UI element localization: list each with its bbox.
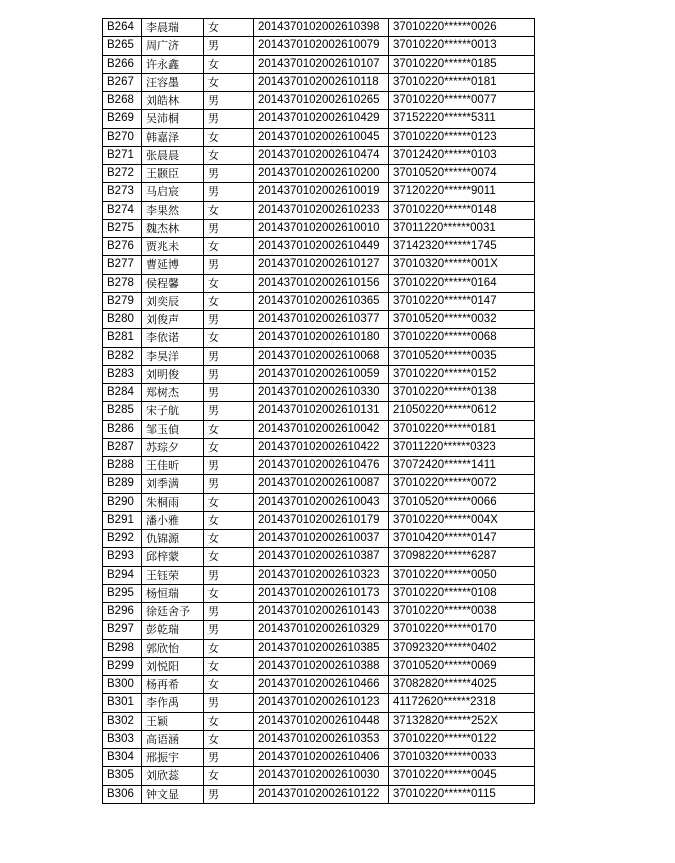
table-row <box>103 165 535 183</box>
gender-cell: 女 <box>204 329 254 347</box>
student-name-cell: 刘明俊 <box>142 365 204 383</box>
table-row <box>103 201 535 219</box>
gender-cell: 女 <box>204 639 254 657</box>
table-row <box>103 511 535 529</box>
gender-cell: 男 <box>204 256 254 274</box>
table-row <box>103 676 535 694</box>
row-id-cell: B289 <box>103 475 142 493</box>
gender-cell: 男 <box>204 621 254 639</box>
id-number-cell: 37010520******0032 <box>389 311 535 329</box>
row-id-cell: B277 <box>103 256 142 274</box>
row-id-cell: B279 <box>103 292 142 310</box>
table-row <box>103 657 535 675</box>
id-number-cell: 21050220******0612 <box>389 402 535 420</box>
exam-number-cell: 2014370102002610330 <box>254 384 389 402</box>
table-row <box>103 311 535 329</box>
exam-number-cell: 2014370102002610466 <box>254 676 389 694</box>
exam-number-cell: 2014370102002610200 <box>254 165 389 183</box>
student-name-cell: 郑树杰 <box>142 384 204 402</box>
table-row <box>103 475 535 493</box>
id-number-cell: 37010220******004X <box>389 511 535 529</box>
row-id-cell: B270 <box>103 128 142 146</box>
gender-cell: 男 <box>204 37 254 55</box>
id-number-cell: 37010520******0074 <box>389 165 535 183</box>
student-name-cell: 邱梓蒙 <box>142 548 204 566</box>
student-name-cell: 曹延博 <box>142 256 204 274</box>
gender-cell: 男 <box>204 402 254 420</box>
table-row <box>103 694 535 712</box>
row-id-cell: B281 <box>103 329 142 347</box>
id-number-cell: 37010220******0026 <box>389 19 535 37</box>
table-row <box>103 110 535 128</box>
gender-cell: 男 <box>204 311 254 329</box>
student-name-cell: 周广济 <box>142 37 204 55</box>
table-row <box>103 712 535 730</box>
row-id-cell: B265 <box>103 37 142 55</box>
row-id-cell: B298 <box>103 639 142 657</box>
roster-body <box>103 19 535 804</box>
gender-cell: 女 <box>204 712 254 730</box>
gender-cell: 女 <box>204 73 254 91</box>
row-id-cell: B282 <box>103 347 142 365</box>
id-number-cell: 37011220******0031 <box>389 219 535 237</box>
student-roster-table <box>102 18 535 804</box>
id-number-cell: 37010220******0077 <box>389 92 535 110</box>
row-id-cell: B292 <box>103 530 142 548</box>
student-name-cell: 侯程馨 <box>142 274 204 292</box>
row-id-cell: B264 <box>103 19 142 37</box>
gender-cell: 女 <box>204 55 254 73</box>
row-id-cell: B280 <box>103 311 142 329</box>
id-number-cell: 37010520******0069 <box>389 657 535 675</box>
student-name-cell: 许永鑫 <box>142 55 204 73</box>
gender-cell: 女 <box>204 511 254 529</box>
row-id-cell: B299 <box>103 657 142 675</box>
gender-cell: 女 <box>204 420 254 438</box>
gender-cell: 女 <box>204 730 254 748</box>
gender-cell: 女 <box>204 676 254 694</box>
gender-cell: 男 <box>204 110 254 128</box>
student-name-cell: 马启宸 <box>142 183 204 201</box>
student-name-cell: 潘小雅 <box>142 511 204 529</box>
gender-cell: 男 <box>204 365 254 383</box>
student-name-cell: 高语涵 <box>142 730 204 748</box>
exam-number-cell: 2014370102002610179 <box>254 511 389 529</box>
gender-cell: 男 <box>204 219 254 237</box>
exam-number-cell: 2014370102002610388 <box>254 657 389 675</box>
student-name-cell: 宋子航 <box>142 402 204 420</box>
row-id-cell: B306 <box>103 785 142 803</box>
student-name-cell: 王颖 <box>142 712 204 730</box>
exam-number-cell: 2014370102002610045 <box>254 128 389 146</box>
row-id-cell: B297 <box>103 621 142 639</box>
student-name-cell: 汪容墨 <box>142 73 204 91</box>
exam-number-cell: 2014370102002610323 <box>254 566 389 584</box>
table-row <box>103 767 535 785</box>
exam-number-cell: 2014370102002610143 <box>254 603 389 621</box>
table-row <box>103 402 535 420</box>
id-number-cell: 37010220******0181 <box>389 420 535 438</box>
gender-cell: 女 <box>204 274 254 292</box>
table-row <box>103 621 535 639</box>
table-row <box>103 639 535 657</box>
id-number-cell: 37132820******252X <box>389 712 535 730</box>
id-number-cell: 37010320******001X <box>389 256 535 274</box>
row-id-cell: B293 <box>103 548 142 566</box>
exam-number-cell: 2014370102002610123 <box>254 694 389 712</box>
gender-cell: 女 <box>204 657 254 675</box>
id-number-cell: 37010220******0072 <box>389 475 535 493</box>
id-number-cell: 37010520******0035 <box>389 347 535 365</box>
table-row <box>103 603 535 621</box>
row-id-cell: B278 <box>103 274 142 292</box>
exam-number-cell: 2014370102002610122 <box>254 785 389 803</box>
exam-number-cell: 2014370102002610043 <box>254 493 389 511</box>
student-name-cell: 苏琮夕 <box>142 438 204 456</box>
table-row <box>103 238 535 256</box>
table-row <box>103 749 535 767</box>
student-name-cell: 刘季满 <box>142 475 204 493</box>
gender-cell: 女 <box>204 128 254 146</box>
table-row <box>103 365 535 383</box>
gender-cell: 男 <box>204 785 254 803</box>
gender-cell: 女 <box>204 146 254 164</box>
table-row <box>103 146 535 164</box>
table-row <box>103 292 535 310</box>
table-row <box>103 183 535 201</box>
table-row <box>103 420 535 438</box>
student-name-cell: 徐廷舍予 <box>142 603 204 621</box>
gender-cell: 女 <box>204 530 254 548</box>
row-id-cell: B268 <box>103 92 142 110</box>
gender-cell: 女 <box>204 584 254 602</box>
student-name-cell: 邹玉偵 <box>142 420 204 438</box>
exam-number-cell: 2014370102002610449 <box>254 238 389 256</box>
id-number-cell: 37010220******0045 <box>389 767 535 785</box>
id-number-cell: 37010220******0013 <box>389 37 535 55</box>
student-name-cell: 王佳昕 <box>142 457 204 475</box>
gender-cell: 男 <box>204 694 254 712</box>
row-id-cell: B287 <box>103 438 142 456</box>
exam-number-cell: 2014370102002610474 <box>254 146 389 164</box>
id-number-cell: 37010220******0108 <box>389 584 535 602</box>
student-name-cell: 钟文显 <box>142 785 204 803</box>
id-number-cell: 37082820******4025 <box>389 676 535 694</box>
exam-number-cell: 2014370102002610087 <box>254 475 389 493</box>
exam-number-cell: 2014370102002610019 <box>254 183 389 201</box>
table-row <box>103 530 535 548</box>
id-number-cell: 37010220******0138 <box>389 384 535 402</box>
gender-cell: 女 <box>204 238 254 256</box>
table-row <box>103 347 535 365</box>
table-row <box>103 566 535 584</box>
table-row <box>103 128 535 146</box>
row-id-cell: B288 <box>103 457 142 475</box>
student-name-cell: 吴沛桐 <box>142 110 204 128</box>
row-id-cell: B272 <box>103 165 142 183</box>
id-number-cell: 41172620******2318 <box>389 694 535 712</box>
exam-number-cell: 2014370102002610131 <box>254 402 389 420</box>
gender-cell: 男 <box>204 183 254 201</box>
exam-number-cell: 2014370102002610180 <box>254 329 389 347</box>
row-id-cell: B275 <box>103 219 142 237</box>
gender-cell: 女 <box>204 548 254 566</box>
exam-number-cell: 2014370102002610079 <box>254 37 389 55</box>
gender-cell: 男 <box>204 457 254 475</box>
gender-cell: 男 <box>204 92 254 110</box>
id-number-cell: 37010320******0033 <box>389 749 535 767</box>
id-number-cell: 37010220******0147 <box>389 292 535 310</box>
student-name-cell: 李昊洋 <box>142 347 204 365</box>
table-row <box>103 493 535 511</box>
row-id-cell: B267 <box>103 73 142 91</box>
id-number-cell: 37010220******0185 <box>389 55 535 73</box>
exam-number-cell: 2014370102002610365 <box>254 292 389 310</box>
gender-cell: 男 <box>204 603 254 621</box>
student-name-cell: 李果然 <box>142 201 204 219</box>
table-row <box>103 438 535 456</box>
student-name-cell: 朱桐雨 <box>142 493 204 511</box>
row-id-cell: B305 <box>103 767 142 785</box>
row-id-cell: B269 <box>103 110 142 128</box>
table-row <box>103 384 535 402</box>
id-number-cell: 37092320******0402 <box>389 639 535 657</box>
student-name-cell: 杨再希 <box>142 676 204 694</box>
table-row <box>103 584 535 602</box>
student-name-cell: 韩嘉泽 <box>142 128 204 146</box>
id-number-cell: 37142320******1745 <box>389 238 535 256</box>
table-row <box>103 19 535 37</box>
id-number-cell: 37010220******0148 <box>389 201 535 219</box>
table-row <box>103 92 535 110</box>
student-name-cell: 刘皓林 <box>142 92 204 110</box>
id-number-cell: 37010220******0164 <box>389 274 535 292</box>
exam-number-cell: 2014370102002610042 <box>254 420 389 438</box>
exam-number-cell: 2014370102002610118 <box>254 73 389 91</box>
student-name-cell: 张晨晨 <box>142 146 204 164</box>
student-name-cell: 杨恒瑞 <box>142 584 204 602</box>
student-name-cell: 刘俊声 <box>142 311 204 329</box>
id-number-cell: 37072420******1411 <box>389 457 535 475</box>
table-row <box>103 55 535 73</box>
table-row <box>103 730 535 748</box>
row-id-cell: B301 <box>103 694 142 712</box>
id-number-cell: 37152220******5311 <box>389 110 535 128</box>
id-number-cell: 37010420******0147 <box>389 530 535 548</box>
id-number-cell: 37120220******9011 <box>389 183 535 201</box>
row-id-cell: B274 <box>103 201 142 219</box>
student-name-cell: 刘欣蕊 <box>142 767 204 785</box>
exam-number-cell: 2014370102002610448 <box>254 712 389 730</box>
gender-cell: 男 <box>204 749 254 767</box>
student-name-cell: 刘悦阳 <box>142 657 204 675</box>
exam-number-cell: 2014370102002610265 <box>254 92 389 110</box>
student-name-cell: 贾兆未 <box>142 238 204 256</box>
student-name-cell: 仇锦源 <box>142 530 204 548</box>
row-id-cell: B283 <box>103 365 142 383</box>
row-id-cell: B294 <box>103 566 142 584</box>
exam-number-cell: 2014370102002610476 <box>254 457 389 475</box>
exam-number-cell: 2014370102002610156 <box>254 274 389 292</box>
row-id-cell: B273 <box>103 183 142 201</box>
id-number-cell: 37010220******0152 <box>389 365 535 383</box>
gender-cell: 男 <box>204 566 254 584</box>
id-number-cell: 37010220******0122 <box>389 730 535 748</box>
exam-number-cell: 2014370102002610377 <box>254 311 389 329</box>
id-number-cell: 37010220******0181 <box>389 73 535 91</box>
id-number-cell: 37010220******0038 <box>389 603 535 621</box>
row-id-cell: B276 <box>103 238 142 256</box>
exam-number-cell: 2014370102002610173 <box>254 584 389 602</box>
table-row <box>103 329 535 347</box>
gender-cell: 女 <box>204 19 254 37</box>
id-number-cell: 37098220******6287 <box>389 548 535 566</box>
exam-number-cell: 2014370102002610385 <box>254 639 389 657</box>
exam-number-cell: 2014370102002610107 <box>254 55 389 73</box>
row-id-cell: B302 <box>103 712 142 730</box>
student-name-cell: 李晨瑞 <box>142 19 204 37</box>
student-name-cell: 李依诺 <box>142 329 204 347</box>
student-name-cell: 魏杰林 <box>142 219 204 237</box>
gender-cell: 女 <box>204 438 254 456</box>
gender-cell: 男 <box>204 475 254 493</box>
table-row <box>103 785 535 803</box>
id-number-cell: 37010220******0050 <box>389 566 535 584</box>
exam-number-cell: 2014370102002610387 <box>254 548 389 566</box>
student-name-cell: 彭乾瑞 <box>142 621 204 639</box>
table-row <box>103 457 535 475</box>
gender-cell: 女 <box>204 292 254 310</box>
row-id-cell: B284 <box>103 384 142 402</box>
exam-number-cell: 2014370102002610406 <box>254 749 389 767</box>
student-name-cell: 郭欣怡 <box>142 639 204 657</box>
exam-number-cell: 2014370102002610068 <box>254 347 389 365</box>
gender-cell: 女 <box>204 493 254 511</box>
table-row <box>103 256 535 274</box>
row-id-cell: B285 <box>103 402 142 420</box>
row-id-cell: B303 <box>103 730 142 748</box>
id-number-cell: 37011220******0323 <box>389 438 535 456</box>
row-id-cell: B290 <box>103 493 142 511</box>
id-number-cell: 37010220******0123 <box>389 128 535 146</box>
gender-cell: 男 <box>204 347 254 365</box>
student-name-cell: 邢振宇 <box>142 749 204 767</box>
exam-number-cell: 2014370102002610233 <box>254 201 389 219</box>
exam-number-cell: 2014370102002610429 <box>254 110 389 128</box>
row-id-cell: B304 <box>103 749 142 767</box>
gender-cell: 女 <box>204 767 254 785</box>
exam-number-cell: 2014370102002610127 <box>254 256 389 274</box>
exam-number-cell: 2014370102002610422 <box>254 438 389 456</box>
id-number-cell: 37010520******0066 <box>389 493 535 511</box>
row-id-cell: B296 <box>103 603 142 621</box>
gender-cell: 男 <box>204 165 254 183</box>
table-row <box>103 73 535 91</box>
id-number-cell: 37010220******0068 <box>389 329 535 347</box>
row-id-cell: B286 <box>103 420 142 438</box>
row-id-cell: B266 <box>103 55 142 73</box>
row-id-cell: B300 <box>103 676 142 694</box>
id-number-cell: 37010220******0170 <box>389 621 535 639</box>
id-number-cell: 37010220******0115 <box>389 785 535 803</box>
student-name-cell: 王颢臣 <box>142 165 204 183</box>
row-id-cell: B271 <box>103 146 142 164</box>
table-row <box>103 548 535 566</box>
exam-number-cell: 2014370102002610353 <box>254 730 389 748</box>
exam-number-cell: 2014370102002610030 <box>254 767 389 785</box>
student-name-cell: 李作禹 <box>142 694 204 712</box>
exam-number-cell: 2014370102002610059 <box>254 365 389 383</box>
exam-number-cell: 2014370102002610037 <box>254 530 389 548</box>
table-row <box>103 37 535 55</box>
exam-number-cell: 2014370102002610329 <box>254 621 389 639</box>
row-id-cell: B291 <box>103 511 142 529</box>
table-row <box>103 219 535 237</box>
table-row <box>103 274 535 292</box>
row-id-cell: B295 <box>103 584 142 602</box>
exam-number-cell: 2014370102002610010 <box>254 219 389 237</box>
exam-number-cell: 2014370102002610398 <box>254 19 389 37</box>
gender-cell: 女 <box>204 201 254 219</box>
gender-cell: 男 <box>204 384 254 402</box>
student-name-cell: 王钰荣 <box>142 566 204 584</box>
student-name-cell: 刘奕辰 <box>142 292 204 310</box>
id-number-cell: 37012420******0103 <box>389 146 535 164</box>
